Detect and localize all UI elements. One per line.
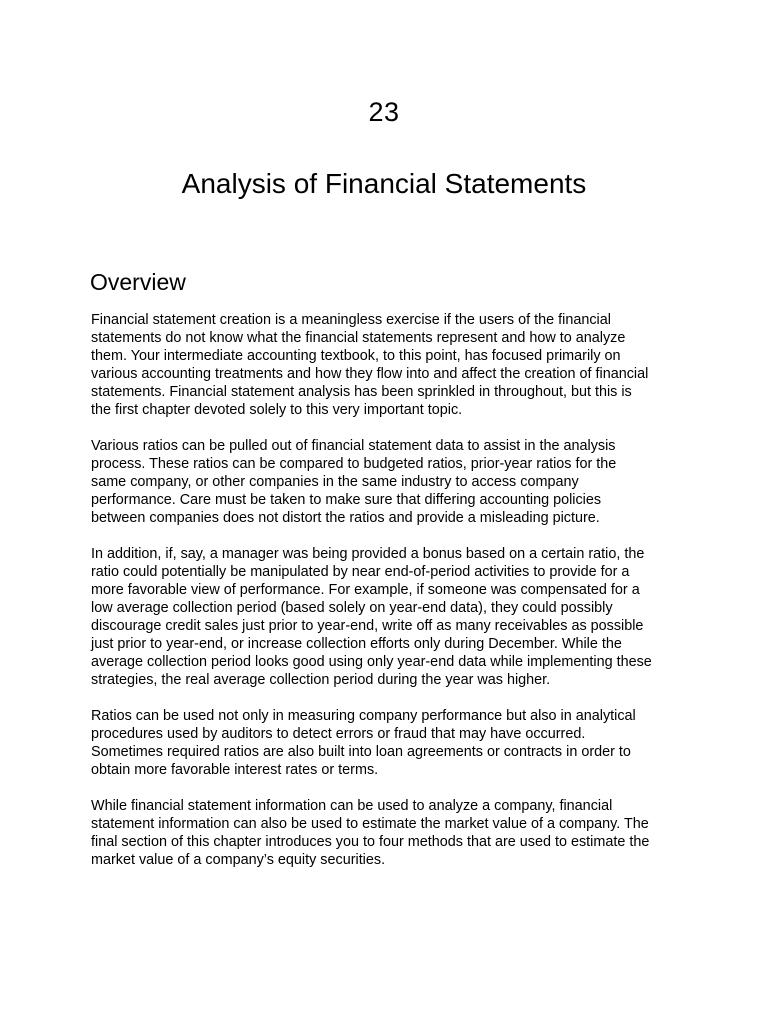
paragraph — [91, 545, 691, 689]
text-line: ratio could potentially be manipulated by near end-of-period activities to provide for a — [91, 564, 630, 580]
text-line: strategies, the real average collection period during the year was higher. — [91, 672, 551, 688]
text-line: obtain more favorable interest rates or terms. — [91, 762, 379, 778]
text-line: the first chapter devoted solely to this very important topic. — [91, 402, 463, 418]
text-line: average collection period looks good using only year-end data while implementing these — [91, 654, 652, 670]
text-line: Ratios can be used not only in measuring company performance but also in analytical — [91, 708, 636, 724]
text-line: Financial statement creation is a meaningless exercise if the users of the financial — [91, 312, 611, 328]
text-line: just prior to year-end, or increase collection efforts only during December. While the — [91, 636, 622, 652]
chapter-title: Analysis of Financial Statements — [181, 168, 587, 199]
text-line: various accounting treatments and how they flow into and affect the creation of financial — [91, 366, 649, 382]
paragraph — [91, 707, 691, 779]
text-line: discourage credit sales just prior to year-end, write off as many receivables as possible — [91, 618, 644, 634]
text-line: Various ratios can be pulled out of financial statement data to assist in the analysis — [91, 438, 616, 454]
text-line: them. Your intermediate accounting textbook, to this point, has focused primarily on — [91, 348, 621, 364]
text-line: statements. Financial statement analysis has been sprinkled in throughout, but this is — [91, 384, 632, 400]
text-line: low average collection period (based solely on year-end data), they could possibly — [91, 600, 613, 616]
text-line: procedures used by auditors to detect errors or fraud that may have occurred. — [91, 726, 586, 742]
section-heading-overview: Overview — [90, 269, 186, 295]
paragraph — [91, 797, 691, 869]
paragraph — [91, 311, 691, 419]
text-line: While financial statement information can be used to analyze a company, financial — [91, 798, 613, 814]
text-line: same company, or other companies in the same industry to access company — [91, 474, 579, 490]
body-text — [91, 311, 691, 887]
text-line: final section of this chapter introduces you to four methods that are used to estimate the — [91, 834, 650, 850]
text-line: market value of a company’s equity securities. — [91, 852, 386, 868]
chapter-number: 23 — [368, 97, 400, 127]
text-line: In addition, if, say, a manager was being provided a bonus based on a certain ratio, the — [91, 546, 645, 562]
text-line: performance. Care must be taken to make sure that differing accounting policies — [91, 492, 602, 508]
paragraph — [91, 437, 691, 527]
text-line: more favorable view of performance. For example, if someone was compensated for a — [91, 582, 640, 598]
text-line: process. These ratios can be compared to budgeted ratios, prior-year ratios for the — [91, 456, 617, 472]
text-line: statements do not know what the financial statements represent and how to analyze — [91, 330, 626, 346]
text-line: between companies does not distort the ratios and provide a misleading picture. — [91, 510, 600, 526]
text-line: Sometimes required ratios are also built into loan agreements or contracts in order to — [91, 744, 631, 760]
text-line: statement information can also be used to estimate the market value of a company. The — [91, 816, 649, 832]
